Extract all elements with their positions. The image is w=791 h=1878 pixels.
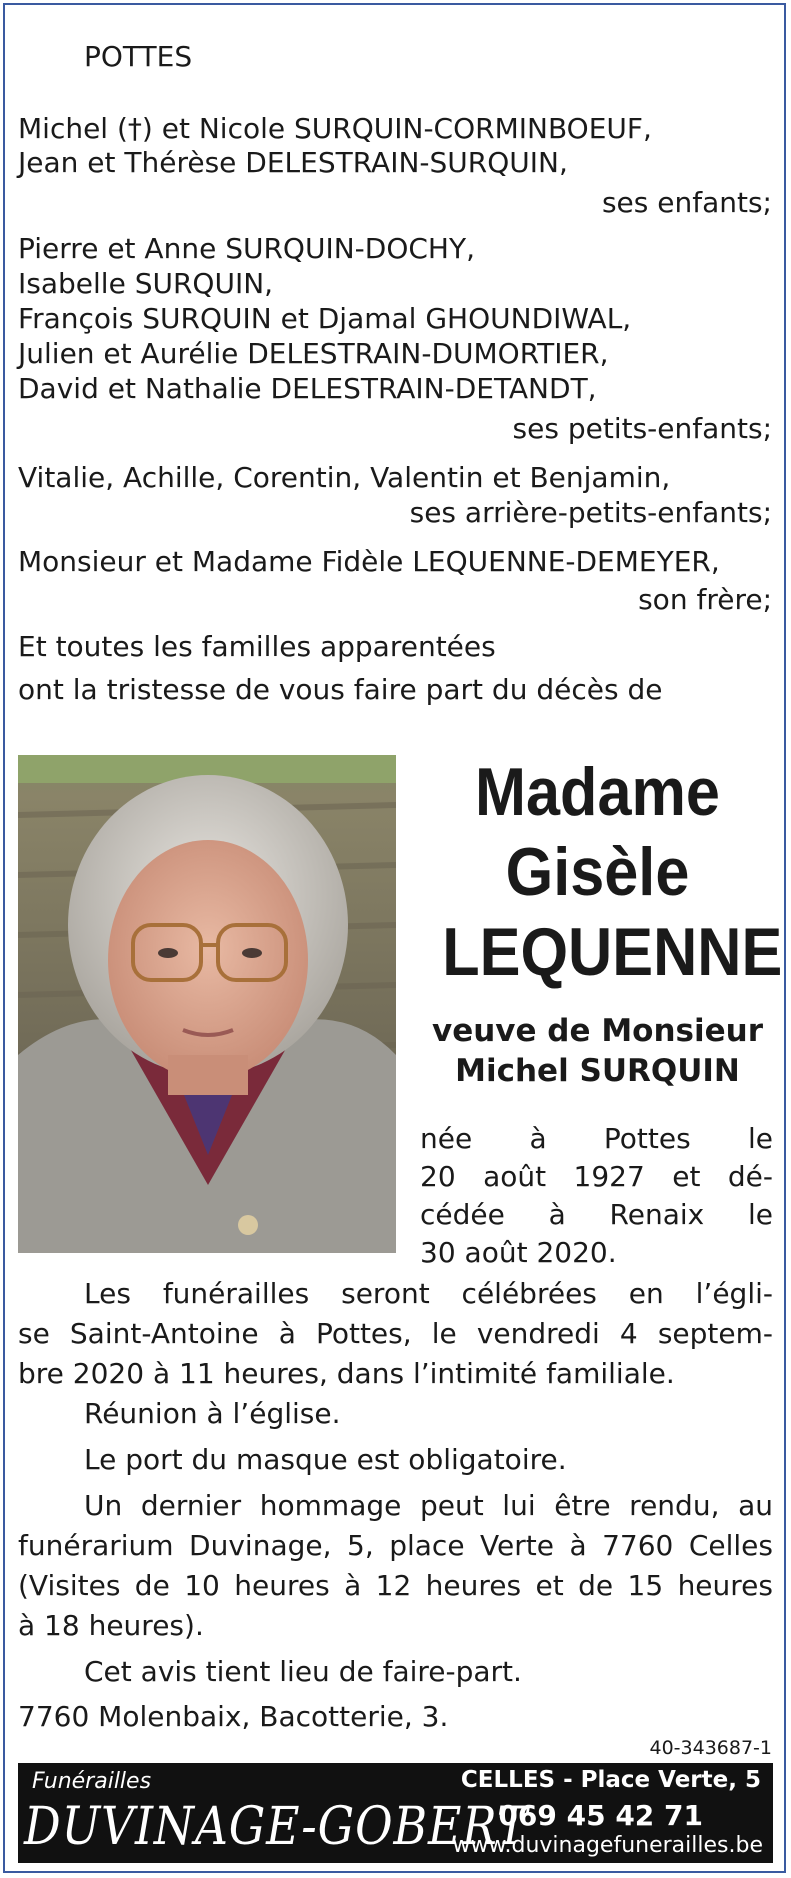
birth-death-line: née à Pottes le — [420, 1122, 773, 1155]
family-line: Monsieur et Madame Fidèle LEQUENNE-DEMEYER, — [18, 545, 720, 578]
deceased-last-name: LEQUENNE — [442, 914, 783, 990]
family-line: Julien et Aurélie DELESTRAIN-DUMORTIER, — [18, 337, 609, 370]
family-line: Jean et Thérèse DELESTRAIN-SURQUIN, — [18, 146, 568, 179]
closing-line: Et toutes les familles apparentées — [18, 630, 496, 663]
family-line: Vitalie, Achille, Corentin, Valentin et Benjamin, — [18, 461, 671, 494]
portrait-photo — [18, 755, 396, 1253]
banner-website: www.duvinagefunerailles.be — [452, 1833, 763, 1858]
address-text: 7760 Molenbaix, Bacotterie, 3. — [18, 1700, 449, 1733]
mask-text: Le port du masque est obligatoire. — [84, 1443, 567, 1476]
birth-death-line: 20 août 1927 et dé- — [420, 1160, 773, 1193]
tribute-line: funérarium Duvinage, 5, place Verte à 7760 Celles — [18, 1529, 773, 1562]
locality-header: POTTES — [84, 40, 193, 73]
family-line: François SURQUIN et Djamal GHOUNDIWAL, — [18, 302, 632, 335]
funeral-home-banner — [18, 1763, 773, 1863]
reunion-text: Réunion à l’église. — [84, 1397, 341, 1430]
closing-line: ont la tristesse de vous faire part du décès de — [18, 673, 663, 706]
funeral-line: bre 2020 à 11 heures, dans l’intimité familiale. — [18, 1357, 675, 1390]
deceased-first-name: Gisèle — [505, 834, 690, 910]
funeral-line: Les funérailles seront célébrées en l’égli- — [84, 1277, 773, 1310]
family-line: Pierre et Anne SURQUIN-DOCHY, — [18, 232, 475, 265]
relation-label: ses petits-enfants; — [512, 412, 772, 445]
tribute-line: (Visites de 10 heures à 12 heures et de 15 heures — [18, 1569, 773, 1602]
banner-label: Funérailles — [32, 1769, 152, 1794]
tribute-line: Un dernier hommage peut lui être rendu, au — [84, 1489, 773, 1522]
funeral-line: se Saint-Antoine à Pottes, le vendredi 4 septem- — [18, 1317, 773, 1350]
notice-text: Cet avis tient lieu de faire-part. — [84, 1655, 522, 1688]
relation-label: son frère; — [638, 583, 772, 616]
tribute-line: à 18 heures). — [18, 1609, 204, 1642]
birth-death-line: cédée à Renaix le — [420, 1198, 773, 1231]
birth-death-line: 30 août 2020. — [420, 1236, 617, 1269]
reference-number: 40-343687-1 — [649, 1737, 772, 1759]
relation-label: ses arrière-petits-enfants; — [409, 496, 772, 529]
family-line: Isabelle SURQUIN, — [18, 267, 274, 300]
family-line: David et Nathalie DELESTRAIN-DETANDT, — [18, 372, 597, 405]
banner-address: CELLES - Place Verte, 5 — [460, 1767, 761, 1793]
banner-phone: 069 45 42 71 — [498, 1799, 703, 1832]
relation-label: ses enfants; — [601, 186, 772, 219]
widow-line: veuve de Monsieur — [431, 1013, 763, 1049]
deceased-title: Madame — [475, 754, 720, 830]
family-line: Michel (†) et Nicole SURQUIN-CORMINBOEUF, — [18, 112, 652, 145]
banner-brand: DUVINAGE-GOBERT — [24, 1797, 529, 1857]
widow-line: Michel SURQUIN — [455, 1053, 740, 1089]
